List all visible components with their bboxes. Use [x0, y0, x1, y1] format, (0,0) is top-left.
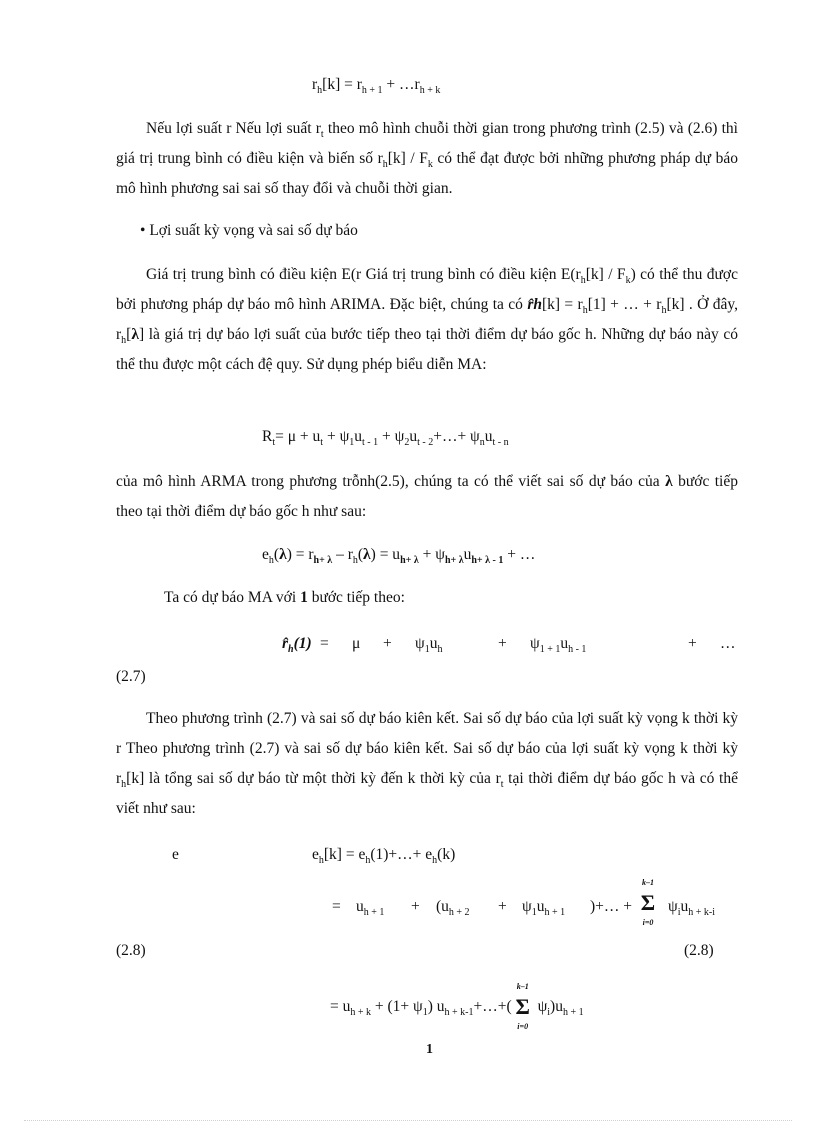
- text: tại thời điểm dự báo gốc h và có thể viết như sau:: [116, 770, 738, 817]
- lambda-symbol: λ: [665, 473, 673, 490]
- formula-text: + …r: [382, 76, 420, 93]
- t: u: [429, 635, 438, 652]
- f28b-plus: +: [498, 898, 507, 915]
- formula-sub: h + 1: [361, 85, 383, 96]
- t: + ψ: [418, 546, 445, 563]
- s: h+ λ: [400, 555, 419, 566]
- sub: h: [580, 275, 586, 286]
- sigma: Σ: [640, 890, 656, 915]
- text: bước tiếp theo tại thời điểm dự báo gốc h như sau:: [116, 473, 738, 520]
- f28b-plus: +: [411, 898, 420, 915]
- text: [: [126, 326, 132, 343]
- f28b-sum-term: [668, 898, 715, 916]
- formula-2-8-c: [330, 982, 584, 1031]
- t: u: [356, 898, 364, 915]
- text: [1] + … + r: [587, 296, 662, 313]
- s: t - 2: [417, 437, 434, 448]
- bullet-text: Lợi suất kỳ vọng và sai số dự báo: [149, 222, 358, 239]
- lambda-symbol: λ: [363, 546, 371, 563]
- f28b-term: [522, 898, 565, 916]
- t: – r: [332, 546, 353, 563]
- s: h: [365, 855, 371, 866]
- one-symbol: 1: [300, 589, 308, 606]
- t: u: [484, 428, 493, 445]
- forecast-symbol: r̂h: [527, 296, 542, 313]
- s: 1 + 1: [539, 644, 561, 655]
- sub: h: [661, 305, 667, 316]
- formula-sub: h + k: [419, 85, 441, 96]
- lambda-symbol: λ: [131, 326, 139, 343]
- s: 1: [531, 907, 537, 918]
- sub: k: [625, 275, 631, 286]
- page-bottom-divider: [24, 1120, 792, 1121]
- t: (1)+…+ e: [370, 846, 433, 863]
- s: 2: [404, 437, 410, 448]
- s: h+ λ: [444, 555, 464, 566]
- t: ψ: [668, 898, 678, 915]
- t: ) u: [427, 998, 445, 1016]
- text: [k] / F: [585, 266, 626, 283]
- text: [k] = r: [541, 296, 583, 313]
- formula-text: [k] = r: [322, 76, 362, 93]
- s: t: [320, 437, 324, 448]
- sub: k: [427, 159, 433, 170]
- text: [k] / F: [387, 150, 428, 167]
- s: t - n: [492, 437, 509, 448]
- s: h: [352, 555, 358, 566]
- t: R: [262, 428, 273, 445]
- sub: t: [320, 129, 324, 140]
- paragraph-3: [116, 467, 738, 527]
- s: h + 2: [448, 907, 470, 918]
- text: Nếu lợi suất r Nếu lợi suất r: [146, 120, 321, 137]
- bullet-heading: [140, 222, 358, 240]
- formula-text: r: [312, 76, 318, 93]
- t: (: [273, 546, 280, 563]
- sub: h: [121, 779, 127, 790]
- t: + ψ: [323, 428, 350, 445]
- f27-plus: +: [498, 635, 507, 652]
- s: h+ λ: [313, 555, 333, 566]
- t: u: [536, 898, 545, 915]
- formula-2-8-a: [312, 846, 455, 864]
- paragraph-2: [116, 260, 738, 380]
- t: u: [409, 428, 418, 445]
- t: [k] = e: [323, 846, 366, 863]
- t: + (1+ ψ: [371, 998, 423, 1016]
- sigma: Σ: [515, 994, 530, 1019]
- s: t - 1: [362, 437, 379, 448]
- t: e: [312, 846, 319, 863]
- s: h + 1: [544, 907, 566, 918]
- t: + …: [503, 546, 536, 563]
- s: 1: [349, 437, 355, 448]
- text: ] là giá trị dự báo lợi suất của bước tiếp theo tại thời điểm dự báo gốc h. Những dự báo này có thể thu được một cách đệ quy. Sử dụng phép biểu diễn MA:: [116, 326, 738, 373]
- t: ψ: [533, 998, 548, 1016]
- s: h: [288, 644, 294, 655]
- sum-symbol: [515, 982, 531, 1031]
- t: + ψ: [378, 428, 405, 445]
- bullet-icon: •: [140, 222, 146, 239]
- t: ) = r: [286, 546, 314, 563]
- s: 1: [422, 1007, 428, 1019]
- t: u: [354, 428, 363, 445]
- t: ψ: [415, 635, 425, 652]
- t: (u: [436, 898, 449, 915]
- paragraph-4: [164, 589, 405, 607]
- t: ψ: [530, 635, 540, 652]
- s: h + 1: [363, 907, 385, 918]
- s: h: [432, 855, 438, 866]
- f27-term1: [415, 635, 442, 653]
- lambda-symbol: λ: [279, 546, 287, 563]
- s: i: [677, 907, 681, 918]
- text: Ta có dự báo MA với: [164, 589, 301, 606]
- t: = μ + u: [275, 428, 321, 445]
- equation-label: (2.7): [116, 668, 146, 685]
- t: +…+ ψ: [433, 428, 480, 445]
- t: e: [262, 546, 269, 563]
- t: u: [560, 635, 569, 652]
- paragraph-5: [116, 704, 738, 824]
- top-formula: [312, 76, 440, 94]
- s: 1: [424, 644, 430, 655]
- text: [k] . Ở đây, r: [116, 296, 739, 343]
- text: của mô hình ARMA trong phương trỗnh(2.5), chúng ta có thể viết sai số dự báo của: [116, 473, 666, 490]
- text: có thể đạt được bởi những phương pháp dự báo mô hình phương sai sai số thay đổi và chuỗi thời gian.: [116, 150, 739, 197]
- f28b-close: )+… +: [590, 898, 633, 915]
- f28b-u1: [356, 898, 384, 916]
- f27-plus: +: [383, 635, 392, 652]
- s: h+ λ - 1: [471, 555, 504, 566]
- s: h + k-i: [688, 907, 715, 918]
- t: )u: [550, 998, 563, 1016]
- text: bước tiếp theo:: [307, 589, 405, 606]
- s: t: [272, 437, 276, 448]
- t: (1): [293, 635, 312, 652]
- t: r̂: [282, 635, 289, 652]
- t: (: [357, 546, 364, 563]
- f28b-eq: =: [332, 898, 341, 915]
- equation-label-left: (2.8): [116, 942, 146, 959]
- text: Theo phương trình (2.7) và sai số dự báo kiên kết. Sai số dự báo của lợi suất kỳ vọng k thời kỳ r Theo phương trình (2.7) và sai số dự báo kiên kết. Sai số dự báo của lợi suất kỳ vọng k thời kỳ r: [116, 710, 738, 787]
- sub: h: [121, 335, 127, 346]
- error-formula: [262, 546, 535, 564]
- s: h + k: [350, 1007, 372, 1019]
- sub: t: [500, 779, 504, 790]
- sum-lower: i=0: [642, 918, 654, 927]
- formula-sub: h: [317, 85, 323, 96]
- s: i: [547, 1007, 551, 1019]
- text: theo mô hình chuỗi thời gian trong phương trình (2.5) và (2.6) thì giá trị trung bình có điều kiện và biến số r: [116, 120, 738, 167]
- sub: h: [382, 159, 388, 170]
- f28b-paren: [436, 898, 470, 916]
- ma-formula: [262, 428, 509, 446]
- text: Giá trị trung bình có điều kiện E(r Giá trị trung bình có điều kiện E(r: [146, 266, 581, 283]
- t: u: [463, 546, 472, 563]
- stray-e: e: [172, 846, 179, 863]
- f27-mu: μ: [352, 635, 361, 652]
- t: u: [680, 898, 689, 915]
- sum-lower: i=0: [517, 1022, 529, 1031]
- s: h: [437, 644, 443, 655]
- t: (k): [437, 846, 456, 863]
- sum-upper: k–1: [516, 982, 529, 991]
- page-number: 1: [426, 1042, 433, 1057]
- t: ) = u: [370, 546, 401, 563]
- f27-plus: +: [688, 635, 697, 652]
- text: [k] là tổng sai số dự báo từ một thời kỳ đến k thời kỳ của r: [126, 770, 501, 787]
- s: h + 1: [562, 1007, 584, 1019]
- f27-dots: …: [720, 635, 736, 652]
- t: +…+(: [473, 998, 512, 1016]
- sum-upper: k–1: [642, 878, 654, 887]
- sum-symbol: [640, 878, 656, 927]
- t: ψ: [522, 898, 532, 915]
- s: h: [268, 555, 274, 566]
- s: h: [318, 855, 324, 866]
- f27-eq: =: [320, 635, 329, 652]
- f27-lhs: [282, 635, 312, 653]
- equation-label-right: (2.8): [684, 942, 714, 959]
- t: = u: [330, 998, 351, 1016]
- s: h - 1: [568, 644, 587, 655]
- s: h + k-1: [444, 1007, 474, 1019]
- paragraph-1: [116, 114, 738, 204]
- f27-term2: [530, 635, 586, 653]
- text: ) có thể thu được bởi phương pháp dự báo mô hình ARIMA. Đặc biệt, chúng ta có: [116, 266, 738, 313]
- s: n: [479, 437, 485, 448]
- sub: h: [582, 305, 588, 316]
